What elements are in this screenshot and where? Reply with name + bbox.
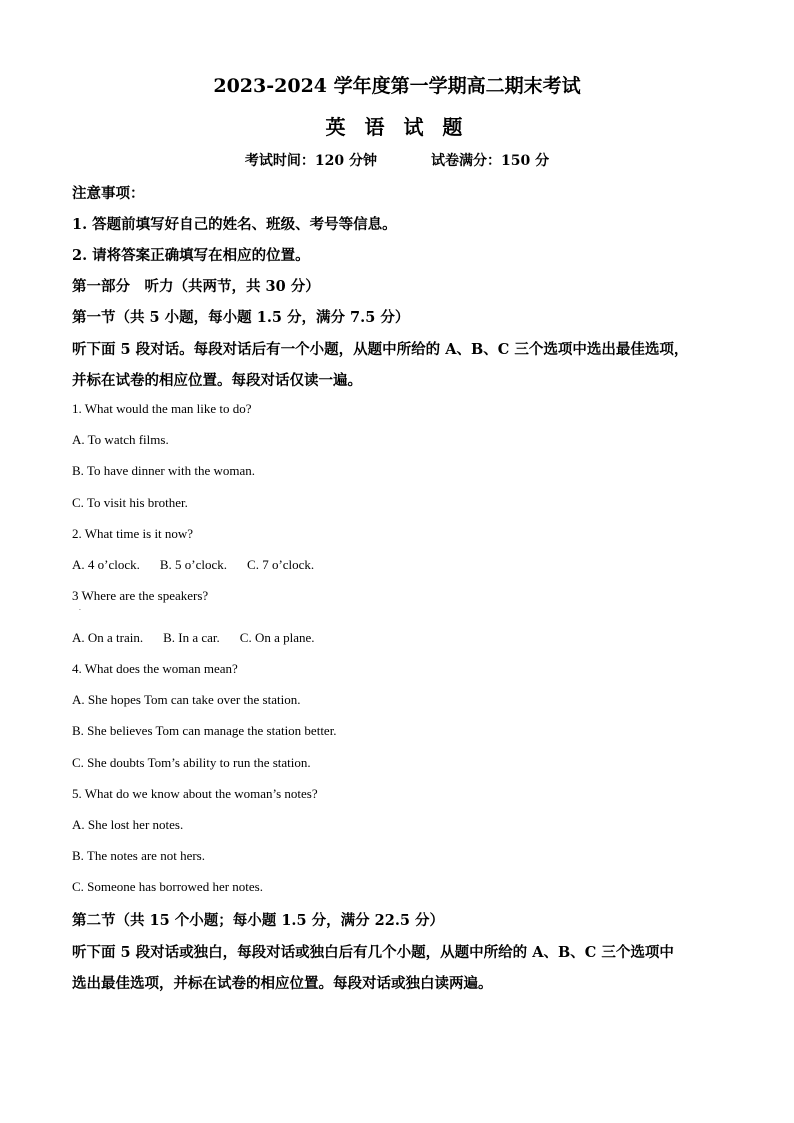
q4-option-a: A. She hopes Tom can take over the station. bbox=[72, 692, 301, 707]
q5-option-b: B. The notes are not hers. bbox=[72, 848, 205, 863]
q2-option-b: B. 5 o’clock. bbox=[159, 557, 228, 572]
q3-options bbox=[72, 630, 315, 646]
q1-option-a: A. To watch films. bbox=[72, 432, 169, 447]
q3-option-b: B. In a car. bbox=[163, 630, 220, 645]
q2-stem: 2. What time is it now? bbox=[72, 526, 194, 541]
notice-item-1: 1. 答题前填写好自己的姓名、班级、考号等信息。 bbox=[72, 216, 397, 233]
section2-instruction-line1: 听下面 5 段对话或独白，每段对话或独白后有几个小题，从题中所给的 A、B、C 三个选项中 bbox=[72, 944, 674, 961]
q2-option-c: C. 7 o’clock. bbox=[247, 557, 315, 572]
q5-option-c: C. Someone has borrowed her notes. bbox=[72, 879, 263, 894]
q1-stem: 1. What would the man like to do? bbox=[72, 401, 252, 416]
q1-option-b: B. To have dinner with the woman. bbox=[72, 463, 255, 478]
q3-option-c: C. On a plane. bbox=[239, 630, 315, 645]
stray-dot: · bbox=[79, 607, 81, 614]
notice-heading: 注意事项： bbox=[72, 185, 145, 202]
q3-stem: 3 Where are the speakers? bbox=[72, 588, 209, 603]
q4-stem: 4. What does the woman mean? bbox=[72, 661, 238, 676]
q4-option-c: C. She doubts Tom’s ability to run the station. bbox=[72, 755, 311, 770]
exam-time: 考试时间：120 分钟 bbox=[244, 153, 377, 169]
section1-heading: 第一节（共 5 小题，每小题 1.5 分，满分 7.5 分） bbox=[72, 309, 410, 326]
section2-instruction-line2: 选出最佳选项，并标在试卷的相应位置。每段对话或独白读两遍。 bbox=[72, 975, 493, 992]
section1-instruction-line2: 并标在试卷的相应位置。每段对话仅读一遍。 bbox=[72, 372, 362, 389]
exam-title: 2023-2024 学年度第一学期高二期末考试 bbox=[213, 75, 581, 97]
q2-option-a: A. 4 o’clock. bbox=[72, 557, 140, 572]
q5-option-a: A. She lost her notes. bbox=[72, 817, 184, 832]
q5-stem: 5. What do we know about the woman’s notes? bbox=[72, 786, 318, 801]
part1-heading: 第一部分 听力（共两节，共 30 分） bbox=[72, 278, 320, 295]
exam-meta bbox=[0, 150, 794, 170]
q2-options bbox=[72, 557, 314, 573]
section2-heading: 第二节（共 15 个小题；每小题 1.5 分，满分 22.5 分） bbox=[72, 912, 445, 929]
q1-option-c: C. To visit his brother. bbox=[72, 495, 188, 510]
q4-option-b: B. She believes Tom can manage the station better. bbox=[72, 723, 337, 738]
q3-option-a: A. On a train. bbox=[72, 630, 144, 645]
notice-item-2: 2. 请将答案正确填写在相应的位置。 bbox=[72, 247, 310, 264]
exam-subject: 英 语 试 题 bbox=[325, 115, 469, 139]
section1-instruction-line1: 听下面 5 段对话。每段对话后有一个小题，从题中所给的 A、B、C 三个选项中选出最佳选项， bbox=[72, 341, 689, 358]
full-score: 试卷满分：150 分 bbox=[431, 153, 550, 169]
